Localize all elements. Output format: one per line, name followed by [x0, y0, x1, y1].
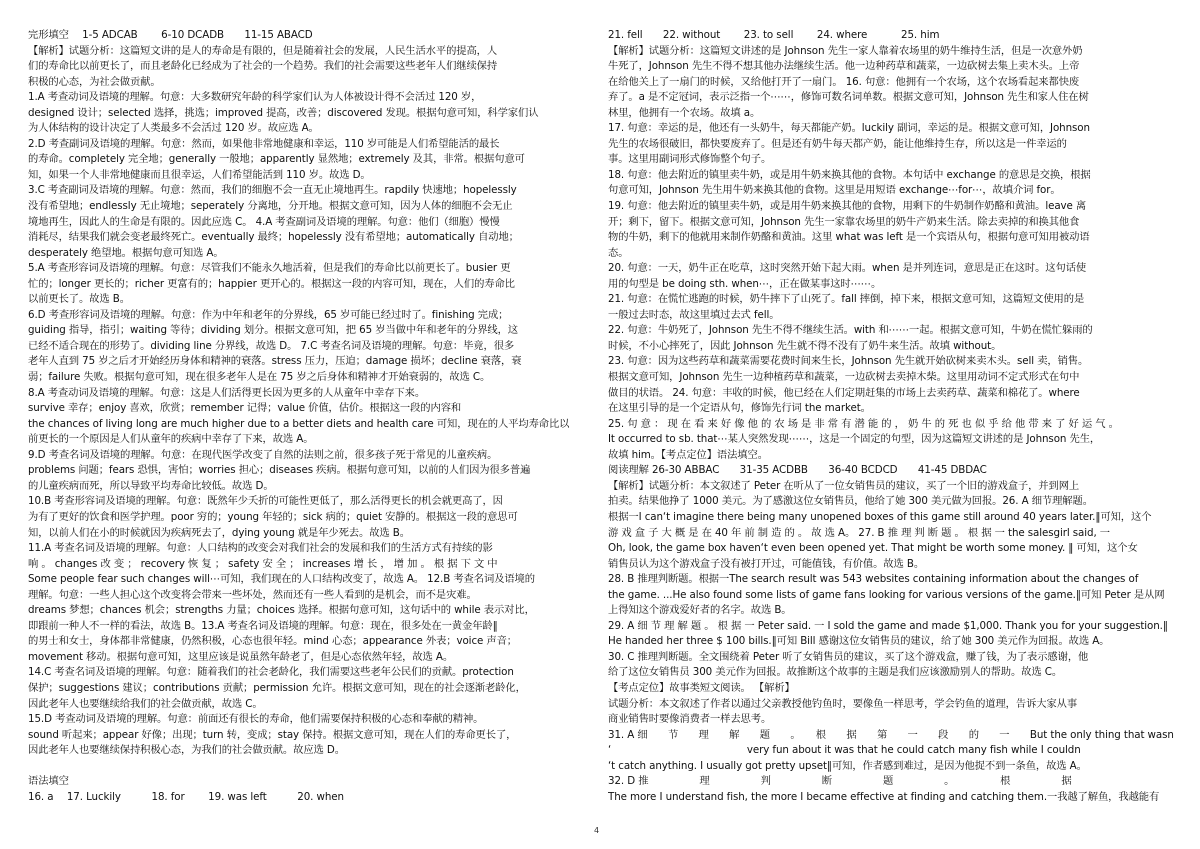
- text-line: 8.A 考查动词及语境的理解。句意：这是人们活得更长因为更多的人从童年中幸存下来。: [28, 386, 426, 399]
- text-line: 时候，不小心摔死了，因此 Johnson 先生就不得不没有了奶牛来生活。故填 without。: [608, 339, 1002, 352]
- text-line: 试题分析：本文叙述了作者以通过父亲教授他钓鱼时，要像鱼一样思考，学会钓鱼的道理，告诉大家从事: [608, 697, 1078, 710]
- text-line: 【考点定位】故事类短文阅读。 【解析】: [608, 681, 795, 694]
- text-line: 牛死了，Johnson 先生不得不想其他办法继续生活。他一边种药草和蔬菜，一边砍树去集上卖木头。上帝: [608, 60, 1080, 73]
- text-line: 拍卖。结果他挣了 1000 美元。为了感激这位女销售员，他给了她 300 美元做为回报。26. A 细节理解题。: [608, 495, 1093, 508]
- text-line: 弃了。a 是不定冠词，表示泛指一个⋯⋯，修饰可数名词单数。根据文意可知，Johnson 先生和家人住在树: [608, 91, 1089, 104]
- text-line: 句意可知，Johnson 先生用牛奶来换其他的食物。这里是用短语 exchange⋯for⋯，故填介词 for。: [608, 184, 1061, 197]
- text-line: problems 问题；fears 恐惧，害怕；worries 担心；diseases 疾病。根据句意可知，以前的人们因为很多普遍: [28, 464, 531, 477]
- text-line: 23. 句意：因为这些药草和蔬菜需要花费时间来生长，Johnson 先生就开始砍树来卖木头。sell 卖，销售。: [608, 355, 1089, 368]
- text-line: ‘t catch anything. I usually got pretty upset‖可知，作者感到难过，是因为他捉不到一条鱼，故选 A。: [608, 759, 1087, 772]
- text-line: 14.C 考查名词及语境的理解。句意：随着我们的社会老龄化，我们需要这些老年公民们的贡献。protection: [28, 666, 514, 679]
- text-line: 根据一I can‘t imagine there being many unopened boxes of this game still around 40 years later.‖可知，这个: [608, 510, 1152, 523]
- text-line: 弱；failure 失败。根据句意可知，现在很多老年人是在 75 岁之后身体和精神才开始衰弱的，故选 C。: [28, 371, 491, 384]
- text-line: 31. A 细 节 理 解 题 。 根 据 第 一 段 的 一 But the only thing that wasn: [608, 728, 1174, 741]
- text-line: 10.B 考查形容词及语境的理解。句意：既然年少夭折的可能性更低了，那么活得更长的机会就更高了，因: [28, 495, 503, 508]
- text-line: 先生的农场很破旧，都快要废弃了。但是还有奶牛每天都产奶，能让他维持生存，所以这是一件幸运的: [608, 137, 1067, 150]
- text-line: 的男士和女士，身体都非常健康，仍然积极，心态也很年轻。mind 心态；appearance 外表；voice 声音；: [28, 635, 518, 648]
- text-line: 25. 句 意 ： 现 在 看 来 好 像 他 的 农 场 是 非 常 有 潜 能 的 ， 奶 牛 的 死 也 似 乎 给 他 带 来 了 好 运 气 。: [608, 417, 1119, 430]
- text-line: 态。: [608, 246, 629, 259]
- text-line: 为人体结构的设计决定了人类最多不会活过 120 岁。故应选 A。: [28, 122, 319, 135]
- text-line: 以前更长了。故选 B。: [28, 293, 130, 306]
- right-column: [608, 28, 1175, 805]
- left-column: [28, 28, 595, 805]
- text-line: designed 设计；selected 选择，挑选；improved 提高，改善；discovered 发现。根据句意可知，科学家们认: [28, 106, 539, 119]
- text-line: 理解。句意：一些人担心这个改变将会带来一些坏处，然而还有一些人看到的是机会，而不是灾难。: [28, 588, 477, 601]
- text-line: 16. a 17. Luckily 18. for 19. was left 20. when: [28, 790, 344, 803]
- text-line: 忙的；longer 更长的；richer 更富有的；happier 更开心的。根据这一段的内容可知，现在，人们的寿命比: [28, 277, 515, 290]
- text-line: 境地再生，因此人的生命是有限的。因此应选 C。 4.A 考查副词及语境的理解。句意：他们（细胞）慢慢: [28, 215, 500, 228]
- text-line: survive 幸存；enjoy 喜欢，欣赏；remember 记得；value 价值，估价。根据这一段的内容和: [28, 402, 462, 415]
- text-line: 语法填空: [28, 775, 69, 788]
- text-line: 5.A 考查形容词及语境的理解。句意：尽管我们不能永久地活着，但是我们的寿命比以前更长了。busier 更: [28, 262, 511, 275]
- text-line: 没有希望地；endlessly 无止境地；seperately 分离地，分开地。根据文意可知，因为人体的细胞不会无止: [28, 200, 513, 213]
- text-line: 因此老年人也要继续给我们的社会做贡献，故选 C。: [28, 697, 263, 710]
- text-line: 商业销售时要像消费者一样去思考。: [608, 713, 772, 726]
- page-number: 4: [594, 826, 600, 835]
- text-line: 【解析】试题分析：本文叙述了 Peter 在听从了一位女销售员的建议，买了一个旧的游戏盒子，并到网上: [608, 479, 1080, 492]
- text-line: 做目的状语。 24. 句意：丰收的时候，他已经在人们定期赶集的市场上去卖药草、蔬菜和棉花了。where: [608, 386, 1080, 399]
- text-line: 为有了更好的饮食和医学护理。poor 穷的；young 年轻的；sick 病的；quiet 安静的。根据这一段的意思可: [28, 510, 518, 523]
- text-line: 即跟前一种人不一样的看法，故选 B。13.A 考查名词及语境的理解。句意：现在，很多处在一黄金年龄‖: [28, 619, 498, 632]
- text-line: 完形填空 1-5 ADCAB 6-10 DCADB 11-15 ABACD: [28, 29, 313, 41]
- text-line: 29. A 细 节 理 解 题 。 根 据 一 Peter said. 一 I sold the game and made $1,000. Thank you for your suggestion.‖: [608, 619, 1168, 632]
- text-line: 在这里引导的是一个定语从句，修饰先行词 the market。: [608, 402, 871, 415]
- text-line: 消耗尽，结果我们就会变老最终死亡。eventually 最终；hopelessly 没有希望地；automatically 自动地；: [28, 231, 519, 244]
- text-line: 19. 句意：他去附近的镇里卖牛奶，或是用牛奶来换其他的食物，用剩下的牛奶制作奶酪和黄油。leave 离: [608, 200, 1087, 213]
- text-line: 响 。 changes 改 变 ； recovery 恢 复 ； safety 安 全 ； increases 增 长 ， 增 加 。 根 据 下 文 中: [28, 557, 498, 570]
- text-line: Oh, look, the game box haven‘t even been opened yet. That might be worth some money. ‖ 可知，这个女: [608, 542, 1138, 555]
- text-line: 2.D 考查副词及语境的理解。句意：然而，如果他非常地健康和幸运，110 岁可能是人们希望能活的最长: [28, 137, 500, 150]
- text-line: 17. 句意：幸运的是，他还有一头奶牛，每天都能产奶。luckily 副词，幸运的是。根据文意可知，Johnson: [608, 122, 1090, 135]
- text-line: dreams 梦想；chances 机会；strengths 力量；choices 选择。根据句意可知，这句话中的 while 表示对比，: [28, 604, 535, 617]
- text-line: 已经不适合现在的形势了。dividing line 分界线，故选 D。 7.C 考查名词及语境的理解。句意：毕竟，很多: [28, 339, 515, 352]
- text-line: [28, 759, 595, 775]
- text-line: the game. ...He also found some lists of game fans looking for various versions of the game.‖可知 Peter 是从网: [608, 588, 1165, 601]
- text-line: 知，如果一个人非常地健康而且很幸运，人们希望能活到 110 岁。故选 D。: [28, 168, 371, 181]
- text-line: 20. 句意：一天，奶牛正在吃草，这时突然开始下起大雨。when 是并列连词，意思是正在这时。这句话使: [608, 262, 1087, 275]
- text-line: 9.D 考查名词及语境的理解。句意：在现代医学改变了自然的法则之前，很多孩子死于常见的儿童疾病。: [28, 448, 498, 461]
- text-line: desperately 绝望地。根据句意可知选 A。: [28, 246, 224, 259]
- text-line: 根据文意可知，Johnson 先生一边种植药草和蔬菜，一边砍树去卖掉木柴。这里用动词不定式形式在句中: [608, 371, 1080, 384]
- text-line: 老年人直到 75 岁之后才开始经历身体和精神的衰落。stress 压力，压迫；damage 损坏；decline 衰落，衰: [28, 355, 522, 368]
- text-line: 3.C 考查副词及语境的理解。句意：然而，我们的细胞不会一直无止境地再生。rapdily 快速地；hopelessly: [28, 184, 517, 197]
- text-line: 1.A 考查动词及语境的理解。句意：大多数研究年龄的科学家们认为人体被设计得不会活过 120 岁，: [28, 91, 482, 104]
- text-line: 22. 句意：牛奶死了，Johnson 先生不得不继续生活。with 和⋯⋯一起。根据文意可知，牛奶在慌忙躲雨的: [608, 324, 1093, 337]
- text-line: sound 听起来；appear 好像；出现；turn 转，变成；stay 保持。根据文意可知，现在人们的寿命更长了，: [28, 728, 517, 741]
- text-line: 给了这位女销售员 300 美元作为回报。故推断这个故事的主题是我们应该激励别人的帮助。故选 C。: [608, 666, 1063, 679]
- text-line: 知，以前人们在小的时候就因为疾病死去了，dying young 就是年少死去。故选 B。: [28, 526, 410, 539]
- text-line: guiding 指导，指引；waiting 等待；dividing 划分。根据文意可知，把 65 岁当做中年和老年的分界线，这: [28, 324, 519, 337]
- text-line: 28. B 推理判断题。根据一The search result was 543 websites containing information about the changes of: [608, 573, 1139, 586]
- text-line: 们的寿命比以前更长了，而且老龄化已经成为了社会的一个趋势。我们的社会需要这些老年人们继续保持: [28, 60, 498, 73]
- text-line: The more I understand fish, the more I became effective at finding and catching them.一我越了解鱼，我越能有: [608, 790, 1160, 803]
- text-line: 11.A 考查名词及语境的理解。句意：人口结构的改变会对我们社会的发展和我们的生活方式有持续的影: [28, 542, 493, 555]
- text-line: ‘ very fun about it was that he could catch many fish while I couldn: [608, 744, 1081, 757]
- text-line: 林里，他拥有一个农场。故填 a。: [608, 106, 761, 119]
- text-line: 阅读理解 26-30 ABBAC 31-35 ACDBB 36-40 BCDCD 41-45 DBDAC: [608, 464, 987, 477]
- text-line: 销售员认为这个游戏盒子没有被打开过，可能值钱，有价值。故选 B。: [608, 557, 925, 570]
- text-line: 21. fell 22. without 23. to sell 24. where 25. him: [608, 29, 940, 41]
- text-line: 一般过去时态，故这里填过去式 fell。: [608, 308, 780, 321]
- text-line: 的寿命。completely 完全地；generally 一般地；apparently 显然地；extremely 及其，非常。根据句意可: [28, 153, 525, 166]
- text-line: 故填 him。【考点定位】语法填空。: [608, 448, 768, 461]
- text-line: Some people fear such changes will⋯可知，我们现在的人口结构改变了，故选 A。 12.B 考查名词及语境的: [28, 573, 535, 586]
- text-line: 的儿童疾病而死，所以导致平均寿命比较低。故选 D。: [28, 479, 274, 492]
- text-line: the chances of living long are much higher due to a better diets and health care 可知，现在的人平均寿命比以: [28, 417, 570, 430]
- text-line: 【解析】试题分析：这篇短文讲的是人的寿命是有限的，但是随着社会的发展，人民生活水平的提高，人: [28, 44, 498, 57]
- text-line: 物的牛奶，剩下的他就用来制作奶酪和黄油。这里 what was left 是一个宾语从句，根据句意可知用被动语: [608, 231, 1090, 244]
- text-line: 【解析】试题分析：这篇短文讲述的是 Johnson 先生一家人靠着农场里的奶牛维持生活，但是一次意外奶: [608, 44, 1083, 57]
- text-line: movement 移动。根据句意可知，这里应该是说虽然年龄老了，但是心态依然年轻，故选 A。: [28, 650, 454, 663]
- text-line: 上得知这个游戏爱好者的名字。故选 B。: [608, 604, 792, 617]
- text-line: It occurred to sb. that⋯某人突然发现⋯⋯，这是一个固定的句型，因为这篇短文讲述的是 Johnson 先生，: [608, 433, 1101, 446]
- text-line: 21. 句意：在慌忙逃跑的时候，奶牛摔下了山死了。fall 摔倒，掉下来，根据文意可知，这篇短文使用的是: [608, 293, 1085, 306]
- text-line: 用的句型是 be doing sth. when⋯，正在做某事这时⋯⋯。: [608, 277, 882, 290]
- text-line: 30. C 推理判断题。全文围绕着 Peter 听了女销售员的建议，买了这个游戏盒，赚了钱，为了表示感谢，他: [608, 650, 1089, 663]
- text-line: 前更长的一个原因是人们从童年的疾病中幸存了下来，故选 A。: [28, 433, 314, 446]
- text-line: He handed her three $ 100 bills.‖可知 Bill 感谢这位女销售员的建议，给了她 300 美元作为回报。故选 A。: [608, 635, 1110, 648]
- text-line: 15.D 考查动词及语境的理解。句意：前面还有很长的寿命，他们需要保持积极的心态和奉献的精神。: [28, 713, 484, 726]
- text-line: 开；剩下，留下。根据文意可知，Johnson 先生一家靠农场里的奶牛产奶来生活。除去卖掉的和换其他食: [608, 215, 1080, 228]
- text-line: 因此老年人也要继续保持积极心态，为我们的社会做贡献。故应选 D。: [28, 744, 345, 757]
- text-line: 游 戏 盒 子 大 概 是 在 40 年 前 制 造 的 。 故 选 A。 27. B 推 理 判 断 题 。 根 据 一 the salesgirl said, 一: [608, 526, 1111, 539]
- text-line: 在给他关上了一扇门的时候，又给他打开了一扇门。 16. 句意：他拥有一个农场，这个农场看起来都快废: [608, 75, 1080, 88]
- text-line: 事。这里用副词形式修饰整个句子。: [608, 153, 772, 166]
- text-line: 32. D 推 理 判 断 题 。 根 据: [608, 775, 1072, 788]
- text-line: 积极的心态，为社会做贡献。: [28, 75, 161, 88]
- text-line: 6.D 考查形容词及语境的理解。句意：作为中年和老年的分界线，65 岁可能已经过时了。finishing 完成；: [28, 308, 509, 321]
- text-line: 保护；suggestions 建议；contributions 贡献；permission 允许。根据文意可知，现在的社会逐渐老龄化，: [28, 681, 526, 694]
- text-line: 18. 句意：他去附近的镇里卖牛奶，或是用牛奶来换其他的食物。本句话中 exchange 的意思是交换，根据: [608, 168, 1091, 181]
